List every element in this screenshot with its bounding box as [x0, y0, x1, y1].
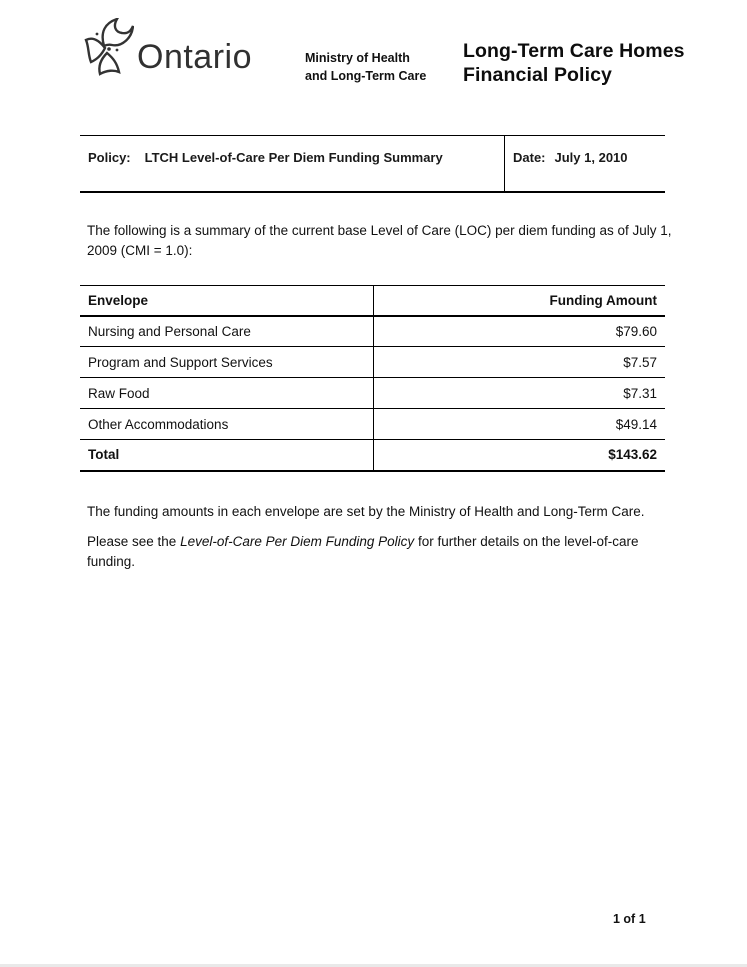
- ministry-name: [305, 50, 426, 85]
- policy-label: Policy:: [88, 150, 131, 165]
- envelope-cell: Nursing and Personal Care: [80, 316, 373, 347]
- policy-value: LTCH Level-of-Care Per Diem Funding Summary: [144, 150, 443, 165]
- policy-cell: [88, 150, 443, 165]
- envelope-cell: Program and Support Services: [80, 347, 373, 378]
- table-total-row: [80, 440, 665, 471]
- total-amount-cell: $143.62: [608, 447, 657, 463]
- note-funding-amounts: The funding amounts in each envelope are set by the Ministry of Health and Long-Term Care.: [87, 504, 645, 519]
- page-number: 1 of 1: [613, 912, 646, 926]
- column-header-envelope: Envelope: [80, 286, 373, 316]
- amount-cell: $49.14: [615, 416, 657, 432]
- amount-cell: $79.60: [615, 323, 657, 339]
- amount-cell: $7.57: [623, 354, 657, 370]
- note2-text-after: for further details on the level-of-care funding.: [87, 534, 639, 570]
- table-row: [80, 347, 665, 378]
- note2-text-before: Please see the: [87, 534, 181, 549]
- logo-wordmark: Ontario: [137, 38, 252, 76]
- envelope-cell: Raw Food: [80, 378, 373, 409]
- column-header-funding-amount: Funding Amount: [549, 292, 657, 308]
- document-title: [463, 40, 685, 88]
- amount-cell: $7.31: [623, 385, 657, 401]
- policy-header-bar: [80, 135, 665, 193]
- note2-policy-name: Level-of-Care Per Diem Funding Policy: [180, 534, 415, 549]
- ontario-logo: [84, 16, 284, 80]
- note-see-policy: [87, 532, 687, 573]
- funding-table: [80, 285, 665, 472]
- date-cell: [513, 150, 628, 165]
- date-label: Date:: [513, 150, 546, 165]
- intro-paragraph: The following is a summary of the current base Level of Care (LOC) per diem funding as of July 1, 2009 (CMI = 1.0):: [87, 223, 672, 259]
- ministry-line-1: Ministry of Health: [305, 51, 410, 65]
- policy-bar-divider: [504, 136, 505, 191]
- table-row: [80, 409, 665, 440]
- envelope-cell: Other Accommodations: [80, 409, 373, 440]
- table-row: [80, 316, 665, 347]
- title-line-1: Long-Term Care Homes: [463, 40, 685, 62]
- total-label-cell: Total: [80, 440, 373, 471]
- table-row: [80, 378, 665, 409]
- table-header-row: [80, 286, 665, 316]
- title-line-2: Financial Policy: [463, 63, 612, 86]
- date-value: July 1, 2010: [554, 150, 628, 165]
- ministry-line-2: and Long-Term Care: [305, 68, 427, 83]
